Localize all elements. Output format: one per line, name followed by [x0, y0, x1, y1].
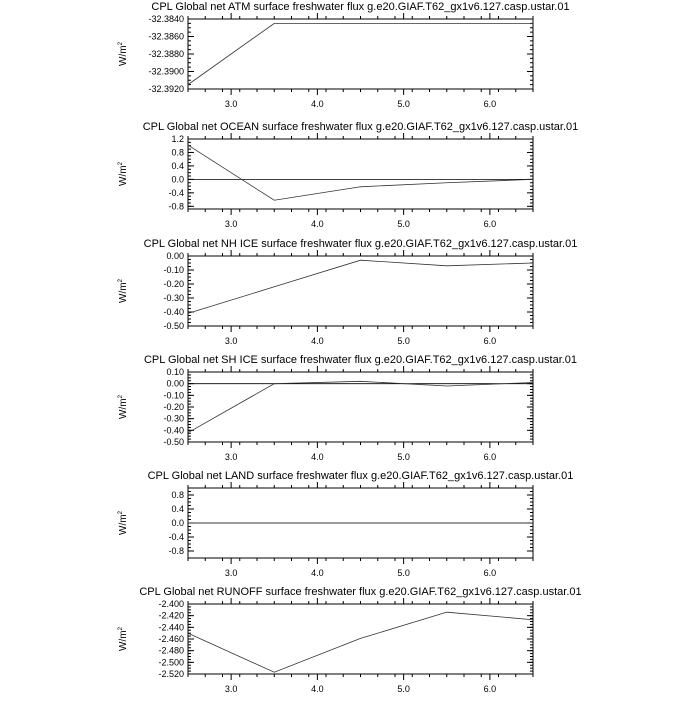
x-tick-label: 5.0	[397, 99, 410, 109]
series-line	[188, 23, 533, 84]
y-axis-label	[118, 394, 129, 419]
x-tick-label: 5.0	[397, 336, 410, 346]
y-tick-label: -32.3880	[148, 49, 184, 59]
y-tick-label: 0.8	[171, 490, 184, 500]
x-tick-label: 6.0	[483, 684, 497, 694]
y-tick-label: -2.440	[158, 622, 184, 633]
x-tick-label: 3.0	[224, 219, 238, 229]
x-tick-label: 3.0	[224, 99, 238, 109]
y-tick-label: 0.0	[171, 174, 184, 185]
chart-title: CPL Global net SH ICE surface freshwater flux g.e20.GIAF.T62_gx1v6.127.casp.ustar.01	[143, 354, 578, 366]
y-tick-label: 0.0	[171, 518, 184, 528]
y-axis-label-superscript: 2	[118, 627, 124, 631]
panel-5	[118, 470, 573, 578]
panel-4	[118, 354, 577, 462]
x-tick-label: 6.0	[483, 219, 497, 229]
y-tick-label: -0.4	[168, 187, 184, 198]
y-tick-label: 0.4	[171, 160, 184, 171]
x-tick-label: 6.0	[483, 568, 497, 578]
y-tick-label: -0.30	[163, 293, 184, 303]
chart-title: CPL Global net NH ICE surface freshwater flux g.e20.GIAF.T62_gx1v6.127.casp.ustar.01	[143, 238, 578, 250]
y-axis-label-unit: W/m	[118, 398, 129, 419]
panel-3	[118, 238, 577, 346]
x-tick-label: 3.0	[224, 684, 238, 694]
y-axis-label	[118, 41, 129, 66]
panel-6	[118, 586, 582, 694]
chart-title: CPL Global net OCEAN surface freshwater flux g.e20.GIAF.T62_gx1v6.127.casp.ustar.01	[142, 121, 579, 133]
y-axis-label-superscript: 2	[118, 395, 124, 399]
y-tick-label: -2.500	[158, 657, 184, 668]
x-tick-label: 6.0	[483, 336, 497, 346]
y-axis-label-superscript: 2	[118, 162, 124, 166]
panel-1	[118, 1, 570, 109]
y-tick-label: -0.20	[163, 402, 184, 412]
y-axis-label	[118, 626, 129, 651]
x-tick-label: 5.0	[397, 568, 410, 578]
x-tick-label: 6.0	[483, 99, 497, 109]
plot-frame	[188, 139, 533, 209]
series-line	[188, 260, 533, 313]
y-tick-label: -2.460	[158, 634, 184, 644]
y-tick-label: -32.3860	[148, 31, 184, 42]
plot-frame	[188, 19, 533, 89]
y-axis-label-unit: W/m	[118, 282, 129, 303]
y-axis-label	[118, 510, 129, 535]
y-tick-label: 0.8	[171, 147, 184, 158]
y-tick-label: -0.10	[163, 265, 184, 275]
chart-title: CPL Global net LAND surface freshwater flux g.e20.GIAF.T62_gx1v6.127.casp.ustar.01	[147, 470, 574, 482]
y-axis-label-superscript: 2	[118, 42, 124, 46]
y-tick-label: -0.4	[168, 532, 184, 542]
x-tick-label: 4.0	[311, 684, 324, 694]
y-tick-label: -0.50	[163, 321, 184, 331]
y-tick-label: 1.2	[171, 134, 184, 144]
y-axis-label	[118, 278, 129, 303]
y-axis-label-unit: W/m	[118, 45, 129, 66]
y-tick-label: -2.400	[158, 599, 184, 609]
x-tick-label: 4.0	[311, 99, 324, 109]
y-tick-label: -0.20	[163, 279, 184, 289]
y-tick-label: -0.40	[163, 307, 184, 317]
x-tick-label: 5.0	[397, 219, 410, 229]
y-tick-label: -32.3900	[148, 66, 184, 77]
y-tick-label: 0.4	[171, 504, 184, 514]
y-tick-label: -0.10	[163, 390, 184, 401]
y-tick-label: -2.420	[158, 610, 184, 621]
y-axis-label-unit: W/m	[118, 514, 129, 535]
x-tick-label: 3.0	[224, 568, 238, 578]
chart-title: CPL Global net RUNOFF surface freshwater flux g.e20.GIAF.T62_gx1v6.127.casp.ustar.01	[139, 586, 582, 598]
y-tick-label: 0.10	[166, 367, 184, 377]
y-tick-label: 0.00	[166, 251, 184, 261]
panel-2	[118, 121, 578, 229]
x-tick-label: 5.0	[397, 452, 410, 462]
x-tick-label: 6.0	[483, 452, 497, 462]
series-line	[188, 612, 533, 672]
y-tick-label: 0.00	[166, 378, 184, 389]
plot-frame	[188, 604, 533, 674]
x-tick-label: 4.0	[311, 336, 324, 346]
x-tick-label: 4.0	[311, 219, 324, 229]
series-line	[188, 145, 533, 200]
y-axis-label-unit: W/m	[118, 165, 129, 186]
y-tick-label: -32.3840	[148, 14, 184, 24]
chart-title: CPL Global net ATM surface freshwater flux g.e20.GIAF.T62_gx1v6.127.casp.ustar.01	[151, 1, 570, 13]
y-tick-label: -0.40	[163, 425, 184, 436]
y-tick-label: -0.8	[168, 546, 184, 556]
y-tick-label: -2.480	[158, 645, 184, 656]
plot-frame	[188, 256, 533, 326]
series-line	[188, 381, 533, 432]
y-tick-label: -2.520	[158, 669, 184, 679]
x-tick-label: 4.0	[311, 568, 324, 578]
y-tick-label: -0.50	[163, 437, 184, 447]
x-tick-label: 3.0	[224, 452, 238, 462]
y-tick-label: -32.3920	[148, 84, 184, 94]
y-tick-label: -0.30	[163, 413, 184, 424]
y-axis-label-superscript: 2	[118, 279, 124, 283]
x-tick-label: 4.0	[311, 452, 324, 462]
y-axis-label-unit: W/m	[118, 630, 129, 651]
plot-frame	[188, 372, 533, 442]
y-axis-label	[118, 161, 129, 186]
y-axis-label-superscript: 2	[118, 511, 124, 515]
x-tick-label: 5.0	[397, 684, 410, 694]
y-tick-label: -0.8	[168, 201, 184, 212]
x-tick-label: 3.0	[224, 336, 238, 346]
